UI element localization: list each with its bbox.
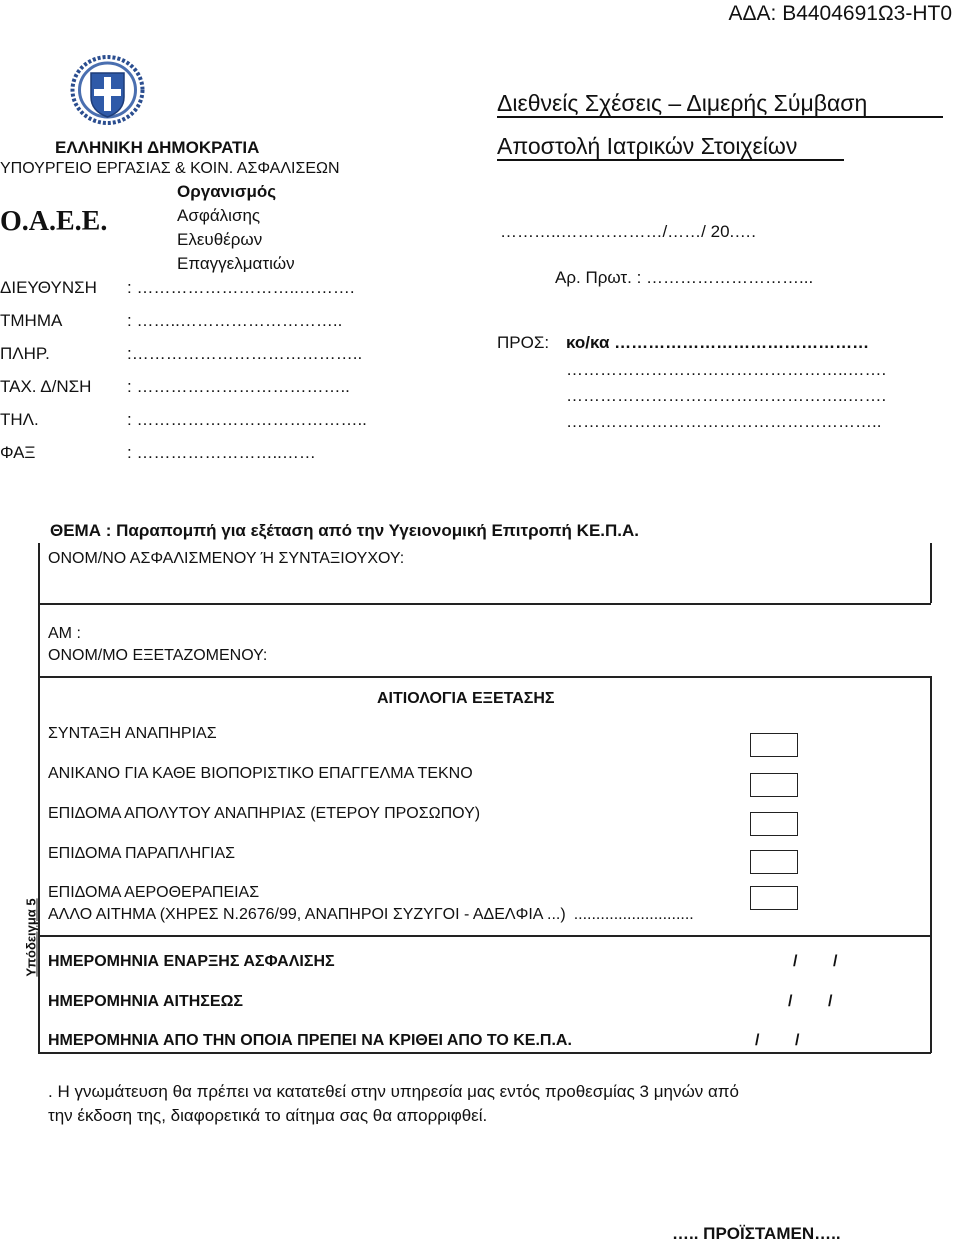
template-number-label: Υπόδειγμα 5: [23, 898, 39, 977]
form-border-bottom: [38, 1052, 931, 1054]
subject-line: ΘΕΜΑ : Παραπομπή για εξέταση από την Υγειονομική Επιτροπή ΚΕ.Π.Α.: [50, 521, 640, 540]
org-name-line: Ελευθέρων: [177, 230, 263, 249]
field-value: : ……………………..……: [127, 443, 316, 462]
date-label: ΗΜΕΡΟΜΗΝΙΑ ΑΙΤΗΣΕΩΣ: [48, 993, 243, 1010]
field-label: ΤΑΧ. Δ/ΝΣΗ: [0, 377, 92, 396]
field-label: ΠΛΗΡ.: [0, 344, 50, 363]
field-value: : …………………………………..: [127, 410, 367, 429]
am-label: ΑΜ :: [48, 625, 81, 642]
date-label: ΗΜΕΡΟΜΗΝΙΑ ΑΠΟ ΤΗΝ ΟΠΟΙΑ ΠΡΕΠΕΙ ΝΑ ΚΡΙΘΕΙ ΑΠΟ ΤΟ ΚΕ.Π.Α.: [48, 1032, 572, 1049]
ada-number: ΑΔΑ: Β4404691Ω3-ΗΤ0: [728, 2, 952, 25]
reason-title: ΑΙΤΙΟΛΟΓΙΑ ΕΞΕΤΑΣΗΣ: [377, 690, 555, 707]
form-border-right: [930, 676, 932, 936]
deadline-note: την έκδοση της, διαφορετικά το αίτημα σας θα απορριφθεί.: [48, 1106, 488, 1125]
doc-title-1: Διεθνείς Σχέσεις – Διμερής Σύμβαση: [497, 90, 868, 116]
checkbox[interactable]: [750, 886, 798, 910]
option-label: ΕΠΙΔΟΜΑ ΑΕΡΟΘΕΡΑΠΕΙΑΣ: [48, 884, 260, 901]
form-divider: [38, 603, 931, 605]
field-label: ΔΙΕΥΘΥΝΣΗ: [0, 278, 97, 297]
checkbox[interactable]: [750, 850, 798, 874]
recipient-name: κο/κα ………………………………………: [566, 333, 870, 352]
org-name-line: Επαγγελματιών: [177, 254, 295, 273]
date-line: ………..………………/……/ 20.….: [500, 222, 756, 241]
checkbox[interactable]: [750, 773, 798, 797]
form-border-right: [930, 935, 932, 1053]
org-name-line: Ασφάλισης: [177, 206, 261, 225]
examinee-name-label: ΟΝΟΜ/ΜΟ ΕΞΕΤΑΖΟΜΕΝΟΥ:: [48, 647, 268, 664]
recipient-line: ………………………………………………..: [566, 412, 882, 431]
date-label: ΗΜΕΡΟΜΗΝΙΑ ΕΝΑΡΞΗΣ ΑΣΦΑΛΙΣΗΣ: [48, 953, 335, 970]
date-slashes: / /: [788, 993, 833, 1010]
org-name-line: Οργανισμός: [177, 182, 277, 201]
doc-title-2: Αποστολή Ιατρικών Στοιχείων: [497, 133, 798, 159]
form-divider: [38, 935, 931, 937]
field-label: ΤΜΗΜΑ: [0, 311, 63, 330]
field-value: :…………………………………..: [127, 344, 363, 363]
recipient-line: …………………………………………..…….: [566, 386, 887, 405]
checkbox[interactable]: [750, 812, 798, 836]
protocol-number: Αρ. Πρωτ. : ………………………...: [555, 268, 814, 287]
recipient-label: ΠΡΟΣ:: [497, 333, 550, 352]
date-slashes: / /: [755, 1032, 800, 1049]
option-label: ΑΝΙΚΑΝΟ ΓΙΑ ΚΑΘΕ ΒΙΟΠΟΡΙΣΤΙΚΟ ΕΠΑΓΓΕΛΜΑ ΤΕΚΝΟ: [48, 765, 473, 782]
deadline-note: . Η γνωμάτευση θα πρέπει να κατατεθεί στην υπηρεσία μας εντός προθεσμίας 3 μηνών από: [48, 1082, 739, 1101]
field-value: : ………………………..……….: [127, 278, 355, 297]
option-label: ΕΠΙΔΟΜΑ ΑΠΟΛΥΤΟΥ ΑΝΑΠΗΡΙΑΣ (ΕΤΕΡΟΥ ΠΡΟΣΩΠΟΥ): [48, 805, 481, 822]
field-value: : ……..………………………..: [127, 311, 343, 330]
field-label: ΤΗΛ.: [0, 410, 39, 429]
field-label: ΦΑΞ: [0, 443, 36, 462]
form-border-right: [930, 543, 932, 603]
signature-title: ….. ΠΡΟΪΣΤΑΜΕΝ…..: [672, 1224, 841, 1243]
date-slashes: / /: [793, 953, 838, 970]
org-abbreviation: Ο.Α.Ε.Ε.: [0, 206, 108, 237]
option-label: ΣΥΝΤΑΞΗ ΑΝΑΠΗΡΙΑΣ: [48, 725, 217, 742]
form-divider: [38, 676, 931, 678]
republic-title: ΕΛΛΗΝΙΚΗ ΔΗΜΟΚΡΑΤΙΑ: [55, 138, 260, 157]
title-underline: [497, 116, 943, 118]
checkbox[interactable]: [750, 733, 798, 757]
recipient-line: …………………………………………..…….: [566, 360, 887, 379]
insured-name-label: ΟΝΟΜ/ΝΟ ΑΣΦΑΛΙΣΜΕΝΟΥ Ή ΣΥΝΤΑΞΙΟΥΧΟΥ:: [48, 550, 405, 567]
ministry-title: ΥΠΟΥΡΓΕΙΟ ΕΡΓΑΣΙΑΣ & ΚΟΙΝ. ΑΣΦΑΛΙΣΕΩΝ: [0, 160, 340, 177]
greek-emblem-icon: [70, 55, 145, 125]
option-label: ΕΠΙΔΟΜΑ ΠΑΡΑΠΛΗΓΙΑΣ: [48, 845, 236, 862]
other-request-label: ΑΛΛΟ ΑΙΤΗΜΑ (ΧΗΡΕΣ Ν.2676/99, ΑΝΑΠΗΡΟΙ ΣΥΖΥΓΟΙ - ΑΔΕΛΦΙΑ ...) ...........................: [48, 906, 694, 923]
field-value: : ………………………………..: [127, 377, 350, 396]
title-underline: [497, 159, 844, 161]
